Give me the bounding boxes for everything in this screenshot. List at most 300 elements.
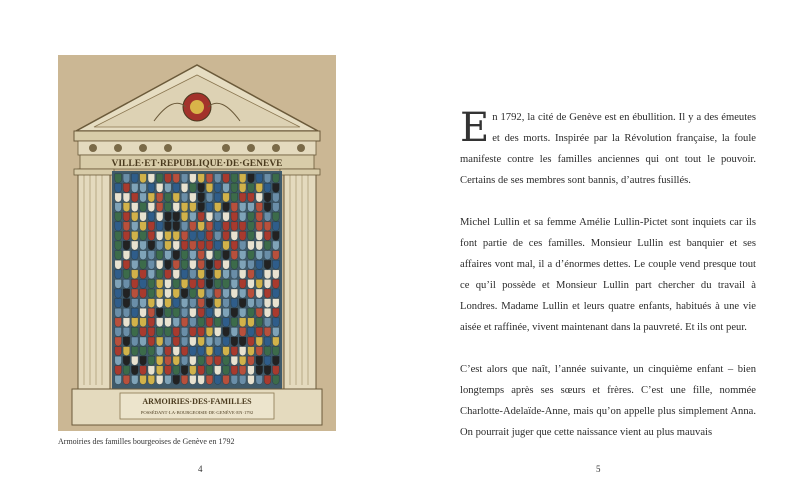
shield — [115, 183, 122, 192]
shield — [248, 327, 255, 336]
shield — [165, 241, 172, 250]
shield — [131, 289, 138, 298]
shield — [181, 279, 188, 288]
shield — [264, 327, 271, 336]
shield — [156, 299, 163, 308]
shield — [214, 356, 221, 365]
shield — [256, 347, 263, 356]
shield — [273, 299, 280, 308]
shield — [248, 270, 255, 279]
shield — [140, 347, 147, 356]
shield — [173, 203, 180, 212]
shield — [115, 289, 122, 298]
shield — [189, 222, 196, 231]
shield — [206, 260, 213, 269]
shield — [214, 366, 221, 375]
shield — [231, 299, 238, 308]
shield — [206, 231, 213, 240]
plate-header-text: VILLE·ET·REPUBLIQUE·DE·GENEVE — [111, 159, 283, 169]
shield — [273, 231, 280, 240]
shield — [256, 366, 263, 375]
shield — [148, 347, 155, 356]
shield — [248, 308, 255, 317]
shield — [214, 375, 221, 384]
shield — [148, 366, 155, 375]
shield — [189, 174, 196, 183]
shield — [256, 183, 263, 192]
shield — [264, 318, 271, 327]
shield — [223, 260, 230, 269]
shield — [148, 222, 155, 231]
shield — [231, 174, 238, 183]
shield — [181, 308, 188, 317]
shield — [206, 356, 213, 365]
shield — [115, 308, 122, 317]
shield — [156, 222, 163, 231]
shield — [206, 212, 213, 221]
shield — [173, 212, 180, 221]
shield — [231, 193, 238, 202]
shield — [231, 366, 238, 375]
shield — [239, 270, 246, 279]
shield — [248, 222, 255, 231]
shield — [131, 318, 138, 327]
shield — [231, 327, 238, 336]
shield — [264, 241, 271, 250]
shield — [123, 289, 130, 298]
shield — [165, 318, 172, 327]
shield — [189, 270, 196, 279]
shield — [223, 308, 230, 317]
shield — [214, 308, 221, 317]
shield — [115, 270, 122, 279]
shield — [264, 279, 271, 288]
shield — [206, 203, 213, 212]
shield — [123, 231, 130, 240]
shield — [264, 270, 271, 279]
shield — [256, 375, 263, 384]
shield — [248, 279, 255, 288]
shield — [123, 222, 130, 231]
shield — [206, 289, 213, 298]
shield — [223, 222, 230, 231]
shield — [256, 174, 263, 183]
shield — [156, 337, 163, 346]
shield — [214, 203, 221, 212]
shield — [189, 260, 196, 269]
shield — [198, 318, 205, 327]
shield — [165, 251, 172, 260]
shield — [165, 375, 172, 384]
shield — [248, 366, 255, 375]
shield — [165, 327, 172, 336]
shield — [198, 308, 205, 317]
shield — [156, 327, 163, 336]
paragraph-2: Michel Lullin et sa femme Amélie Lullin-Pictet sont inquiets car ils font partie de ces familles. Monsieur Lullin est banquier et ses affaires vont mal, il a d’énormes dettes. Le couple vend presque tout ce qu’il possède et Monsieur Lullin part chercher du travail à Londres. Madame Lullin et leurs quatre enfants, habitués à une vie aisée et raffinée, vivent maintenant dans la pauvreté. Et ils ont peur. — [460, 217, 756, 333]
shield — [123, 212, 130, 221]
shield — [173, 174, 180, 183]
shield — [189, 337, 196, 346]
shield — [140, 231, 147, 240]
plate-title-line1: ARMOIRIES·DES·FAMILLES — [142, 397, 252, 406]
shield — [248, 318, 255, 327]
shield — [189, 366, 196, 375]
shield — [273, 356, 280, 365]
shield — [214, 212, 221, 221]
shield — [123, 270, 130, 279]
shield — [189, 318, 196, 327]
shield — [165, 193, 172, 202]
shield — [231, 347, 238, 356]
shield — [231, 318, 238, 327]
shield — [173, 299, 180, 308]
shield — [156, 193, 163, 202]
shield — [231, 356, 238, 365]
shield — [264, 193, 271, 202]
shield — [273, 260, 280, 269]
shield — [189, 251, 196, 260]
shield — [156, 347, 163, 356]
shield — [248, 183, 255, 192]
shield — [181, 327, 188, 336]
shield — [156, 375, 163, 384]
shield — [248, 203, 255, 212]
shield — [206, 366, 213, 375]
shield — [231, 308, 238, 317]
shield — [231, 183, 238, 192]
shield — [131, 375, 138, 384]
shield — [264, 212, 271, 221]
shield — [214, 279, 221, 288]
shield — [181, 289, 188, 298]
shield — [123, 174, 130, 183]
shield — [206, 308, 213, 317]
shield — [148, 183, 155, 192]
shield — [264, 260, 271, 269]
shield — [131, 337, 138, 346]
shield — [165, 203, 172, 212]
right-page — [400, 0, 800, 500]
shield — [239, 366, 246, 375]
shield — [239, 375, 246, 384]
shield — [206, 193, 213, 202]
shield — [156, 356, 163, 365]
shield — [156, 260, 163, 269]
shield — [165, 212, 172, 221]
shield — [131, 231, 138, 240]
shield — [115, 203, 122, 212]
shield — [165, 347, 172, 356]
shield — [181, 347, 188, 356]
shield — [214, 193, 221, 202]
shield — [131, 260, 138, 269]
drop-cap: E — [460, 105, 490, 151]
shield — [115, 279, 122, 288]
shield — [239, 327, 246, 336]
shield — [264, 222, 271, 231]
shield — [148, 356, 155, 365]
shield — [131, 270, 138, 279]
shield — [140, 327, 147, 336]
shield — [198, 270, 205, 279]
shield — [148, 231, 155, 240]
shield — [223, 318, 230, 327]
shield — [198, 203, 205, 212]
shield — [189, 212, 196, 221]
shield — [248, 260, 255, 269]
shield — [189, 308, 196, 317]
shield — [181, 183, 188, 192]
shield — [131, 299, 138, 308]
shield — [148, 375, 155, 384]
shield — [239, 193, 246, 202]
shield — [256, 193, 263, 202]
shield — [140, 260, 147, 269]
shield — [165, 289, 172, 298]
shield — [115, 366, 122, 375]
shield — [223, 356, 230, 365]
shield — [214, 183, 221, 192]
shield — [140, 251, 147, 260]
shield — [264, 183, 271, 192]
shield — [148, 318, 155, 327]
shield — [256, 270, 263, 279]
shield — [173, 183, 180, 192]
shield — [206, 174, 213, 183]
shield — [189, 183, 196, 192]
shield — [198, 260, 205, 269]
shield — [223, 299, 230, 308]
page-number-right: 5 — [596, 464, 601, 474]
shield — [273, 203, 280, 212]
paragraph-1-text: n 1792, la cité de Genève est en ébullition. Il y a des émeutes et des morts. Inspirée par la Révolution française, la foule manifeste contre les familles anciennes qui ont tout le pouvoir. Certains de ses membres sont bannis, d’autres fusillés. — [460, 112, 756, 186]
shield — [248, 375, 255, 384]
body-text — [460, 107, 756, 464]
shield — [140, 337, 147, 346]
shield — [189, 231, 196, 240]
shield — [206, 251, 213, 260]
shield — [173, 270, 180, 279]
shield — [248, 299, 255, 308]
shield — [140, 203, 147, 212]
shield — [148, 279, 155, 288]
shield — [223, 289, 230, 298]
shield — [148, 193, 155, 202]
shield — [181, 260, 188, 269]
shield — [256, 251, 263, 260]
shield — [181, 174, 188, 183]
shield — [140, 308, 147, 317]
shield — [273, 337, 280, 346]
shield — [148, 337, 155, 346]
shield — [256, 308, 263, 317]
shield — [148, 289, 155, 298]
shield — [181, 251, 188, 260]
shield — [156, 289, 163, 298]
shield — [148, 270, 155, 279]
shield — [131, 356, 138, 365]
shield — [256, 212, 263, 221]
shield — [140, 356, 147, 365]
shield — [115, 174, 122, 183]
shield — [256, 356, 263, 365]
shield — [148, 260, 155, 269]
shield — [156, 241, 163, 250]
shield — [256, 289, 263, 298]
shield — [273, 366, 280, 375]
shield — [115, 241, 122, 250]
shield — [140, 222, 147, 231]
shield — [173, 375, 180, 384]
shield — [198, 337, 205, 346]
shield — [115, 337, 122, 346]
shield — [231, 231, 238, 240]
shield — [156, 308, 163, 317]
shield — [273, 174, 280, 183]
shield — [264, 356, 271, 365]
plate-title-line2: POSSÉDANT·LA·BOURGEOISIE·DE·GENÈVE·EN·1792 — [140, 410, 254, 415]
shield — [239, 183, 246, 192]
shield — [189, 203, 196, 212]
shield — [156, 174, 163, 183]
shield — [165, 270, 172, 279]
shield — [181, 222, 188, 231]
shield — [115, 193, 122, 202]
shield — [206, 279, 213, 288]
shield — [148, 174, 155, 183]
shield — [115, 251, 122, 260]
shield — [231, 375, 238, 384]
shield — [273, 193, 280, 202]
shield — [223, 337, 230, 346]
shield — [198, 241, 205, 250]
shield — [181, 241, 188, 250]
shield — [206, 241, 213, 250]
shield — [140, 299, 147, 308]
paragraph-3: C’est alors que naît, l’année suivante, un cinquième enfant – bien longtemps après ses sœurs et frères. C’est une fille, nommée Charlotte-Adelaïde-Anne, mais qu’on appelle plus simplement Anna. On pourrait juger que cette naissance vient au plus mauvais — [460, 364, 756, 438]
shield — [123, 193, 130, 202]
shield — [231, 212, 238, 221]
shield — [165, 231, 172, 240]
shield — [231, 251, 238, 260]
shield — [223, 174, 230, 183]
shield — [214, 318, 221, 327]
shield — [115, 231, 122, 240]
shield — [131, 203, 138, 212]
shield — [223, 212, 230, 221]
shield — [173, 327, 180, 336]
shield — [115, 347, 122, 356]
shield — [264, 251, 271, 260]
shield — [223, 183, 230, 192]
shield — [223, 251, 230, 260]
shield — [239, 251, 246, 260]
shield — [273, 251, 280, 260]
shield — [273, 308, 280, 317]
shield — [123, 337, 130, 346]
shield — [231, 203, 238, 212]
shield — [131, 193, 138, 202]
shield — [165, 279, 172, 288]
shield — [156, 203, 163, 212]
shield — [198, 222, 205, 231]
shield — [173, 356, 180, 365]
shield — [198, 193, 205, 202]
shield — [264, 366, 271, 375]
shield — [273, 347, 280, 356]
shield — [181, 212, 188, 221]
shield — [148, 241, 155, 250]
shield — [198, 289, 205, 298]
shield — [239, 279, 246, 288]
shield — [231, 337, 238, 346]
shield — [248, 337, 255, 346]
shield — [223, 203, 230, 212]
shield — [248, 251, 255, 260]
shield — [223, 241, 230, 250]
shield — [214, 174, 221, 183]
shield — [115, 260, 122, 269]
shield — [173, 347, 180, 356]
shield — [206, 375, 213, 384]
shield — [256, 327, 263, 336]
shield — [189, 299, 196, 308]
shield — [256, 241, 263, 250]
shield — [173, 318, 180, 327]
shield — [223, 327, 230, 336]
shield — [206, 299, 213, 308]
shield — [214, 231, 221, 240]
shield — [214, 241, 221, 250]
shield — [189, 375, 196, 384]
shield — [173, 260, 180, 269]
shield — [273, 318, 280, 327]
shield — [131, 241, 138, 250]
shield — [181, 231, 188, 240]
shield — [264, 203, 271, 212]
shield — [123, 375, 130, 384]
shield — [181, 356, 188, 365]
shield — [214, 337, 221, 346]
figure-caption: Armoiries des familles bourgeoises de Genève en 1792 — [58, 437, 235, 446]
shield — [248, 193, 255, 202]
shield — [123, 241, 130, 250]
shield — [239, 308, 246, 317]
shield — [115, 375, 122, 384]
shield — [264, 308, 271, 317]
shield — [198, 231, 205, 240]
shield — [223, 231, 230, 240]
shield — [173, 241, 180, 250]
shield — [165, 356, 172, 365]
shield — [264, 347, 271, 356]
shield — [123, 251, 130, 260]
shield — [123, 366, 130, 375]
shield — [165, 222, 172, 231]
shield — [148, 308, 155, 317]
shield — [248, 347, 255, 356]
shield — [273, 279, 280, 288]
shield — [189, 193, 196, 202]
shield — [173, 279, 180, 288]
shield — [131, 308, 138, 317]
shield — [273, 241, 280, 250]
shield — [206, 347, 213, 356]
shield — [239, 337, 246, 346]
shield — [198, 366, 205, 375]
shield — [198, 183, 205, 192]
shield — [231, 222, 238, 231]
